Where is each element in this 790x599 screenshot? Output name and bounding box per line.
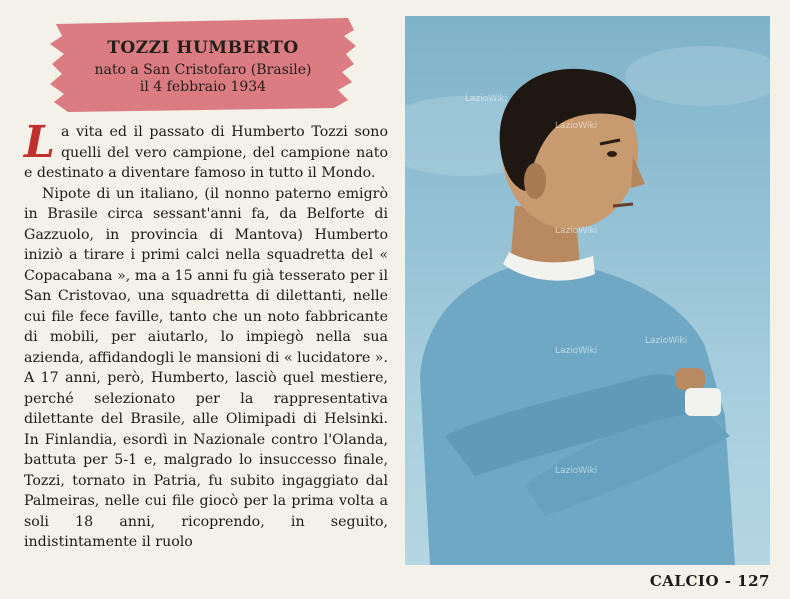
birth-info bbox=[48, 62, 358, 96]
watermark: LazioWiki bbox=[555, 466, 598, 476]
player-photo bbox=[405, 16, 770, 565]
drop-cap: L bbox=[24, 117, 55, 168]
watermark: LazioWiki bbox=[645, 336, 688, 346]
page-footer: CALCIO - 127 bbox=[649, 572, 770, 590]
watermark: LazioWiki bbox=[555, 346, 598, 356]
title-banner bbox=[48, 16, 358, 114]
watermark: LazioWiki bbox=[465, 94, 508, 104]
watermark: LazioWiki bbox=[555, 226, 598, 236]
article-paragraph-1 bbox=[24, 117, 388, 184]
birth-place: nato a San Cristofaro (Brasile) bbox=[94, 62, 312, 78]
paragraph-1-text: a vita ed il passato di Humberto Tozzi sono quelli del vero campione, del campione nato e destinato a diventare famoso in tutto il Mondo. bbox=[24, 124, 388, 181]
player-name: TOZZI HUMBERTO bbox=[107, 38, 299, 58]
article-body bbox=[24, 117, 388, 553]
article-paragraph-2: Nipote di un italiano, (il nonno paterno emigrò in Brasile circa sessant'anni fa, da Belforte di Gazzuolo, in provincia di Mantova) Humberto iniziò a tirare i primi calci nella squadretta del « Copacabana », ma a 15 anni fu già tesserato per il San Cristovao, una squadretta di dilettanti, nelle cui file fece faville, tanto che un noto fabbricante di mobili, per aiutarlo, lo impiegò nella sua azienda, affidandogli le mansioni di « lucidatore ». A 17 anni, però, Humberto, lasciò quel mestiere, perché selezionato per la rappresentativa dilettante del Brasile, alle Olimipadi di Helsinki. In Finlandia, esordì in Nazionale contro l'Olanda, battuta per 5-1 e, malgrado lo insuccesso finale, Tozzi, tornato in Patria, fu subito ingaggiato dal Palmeiras, nelle cui file giocò per la prima volta a soli 18 anni, ricoprendo, in seguito, indistintamente il ruolo bbox=[24, 185, 388, 550]
watermark: LazioWiki bbox=[555, 121, 598, 131]
birth-date: il 4 febbraio 1934 bbox=[139, 79, 267, 95]
player-portrait-illustration bbox=[405, 16, 770, 565]
